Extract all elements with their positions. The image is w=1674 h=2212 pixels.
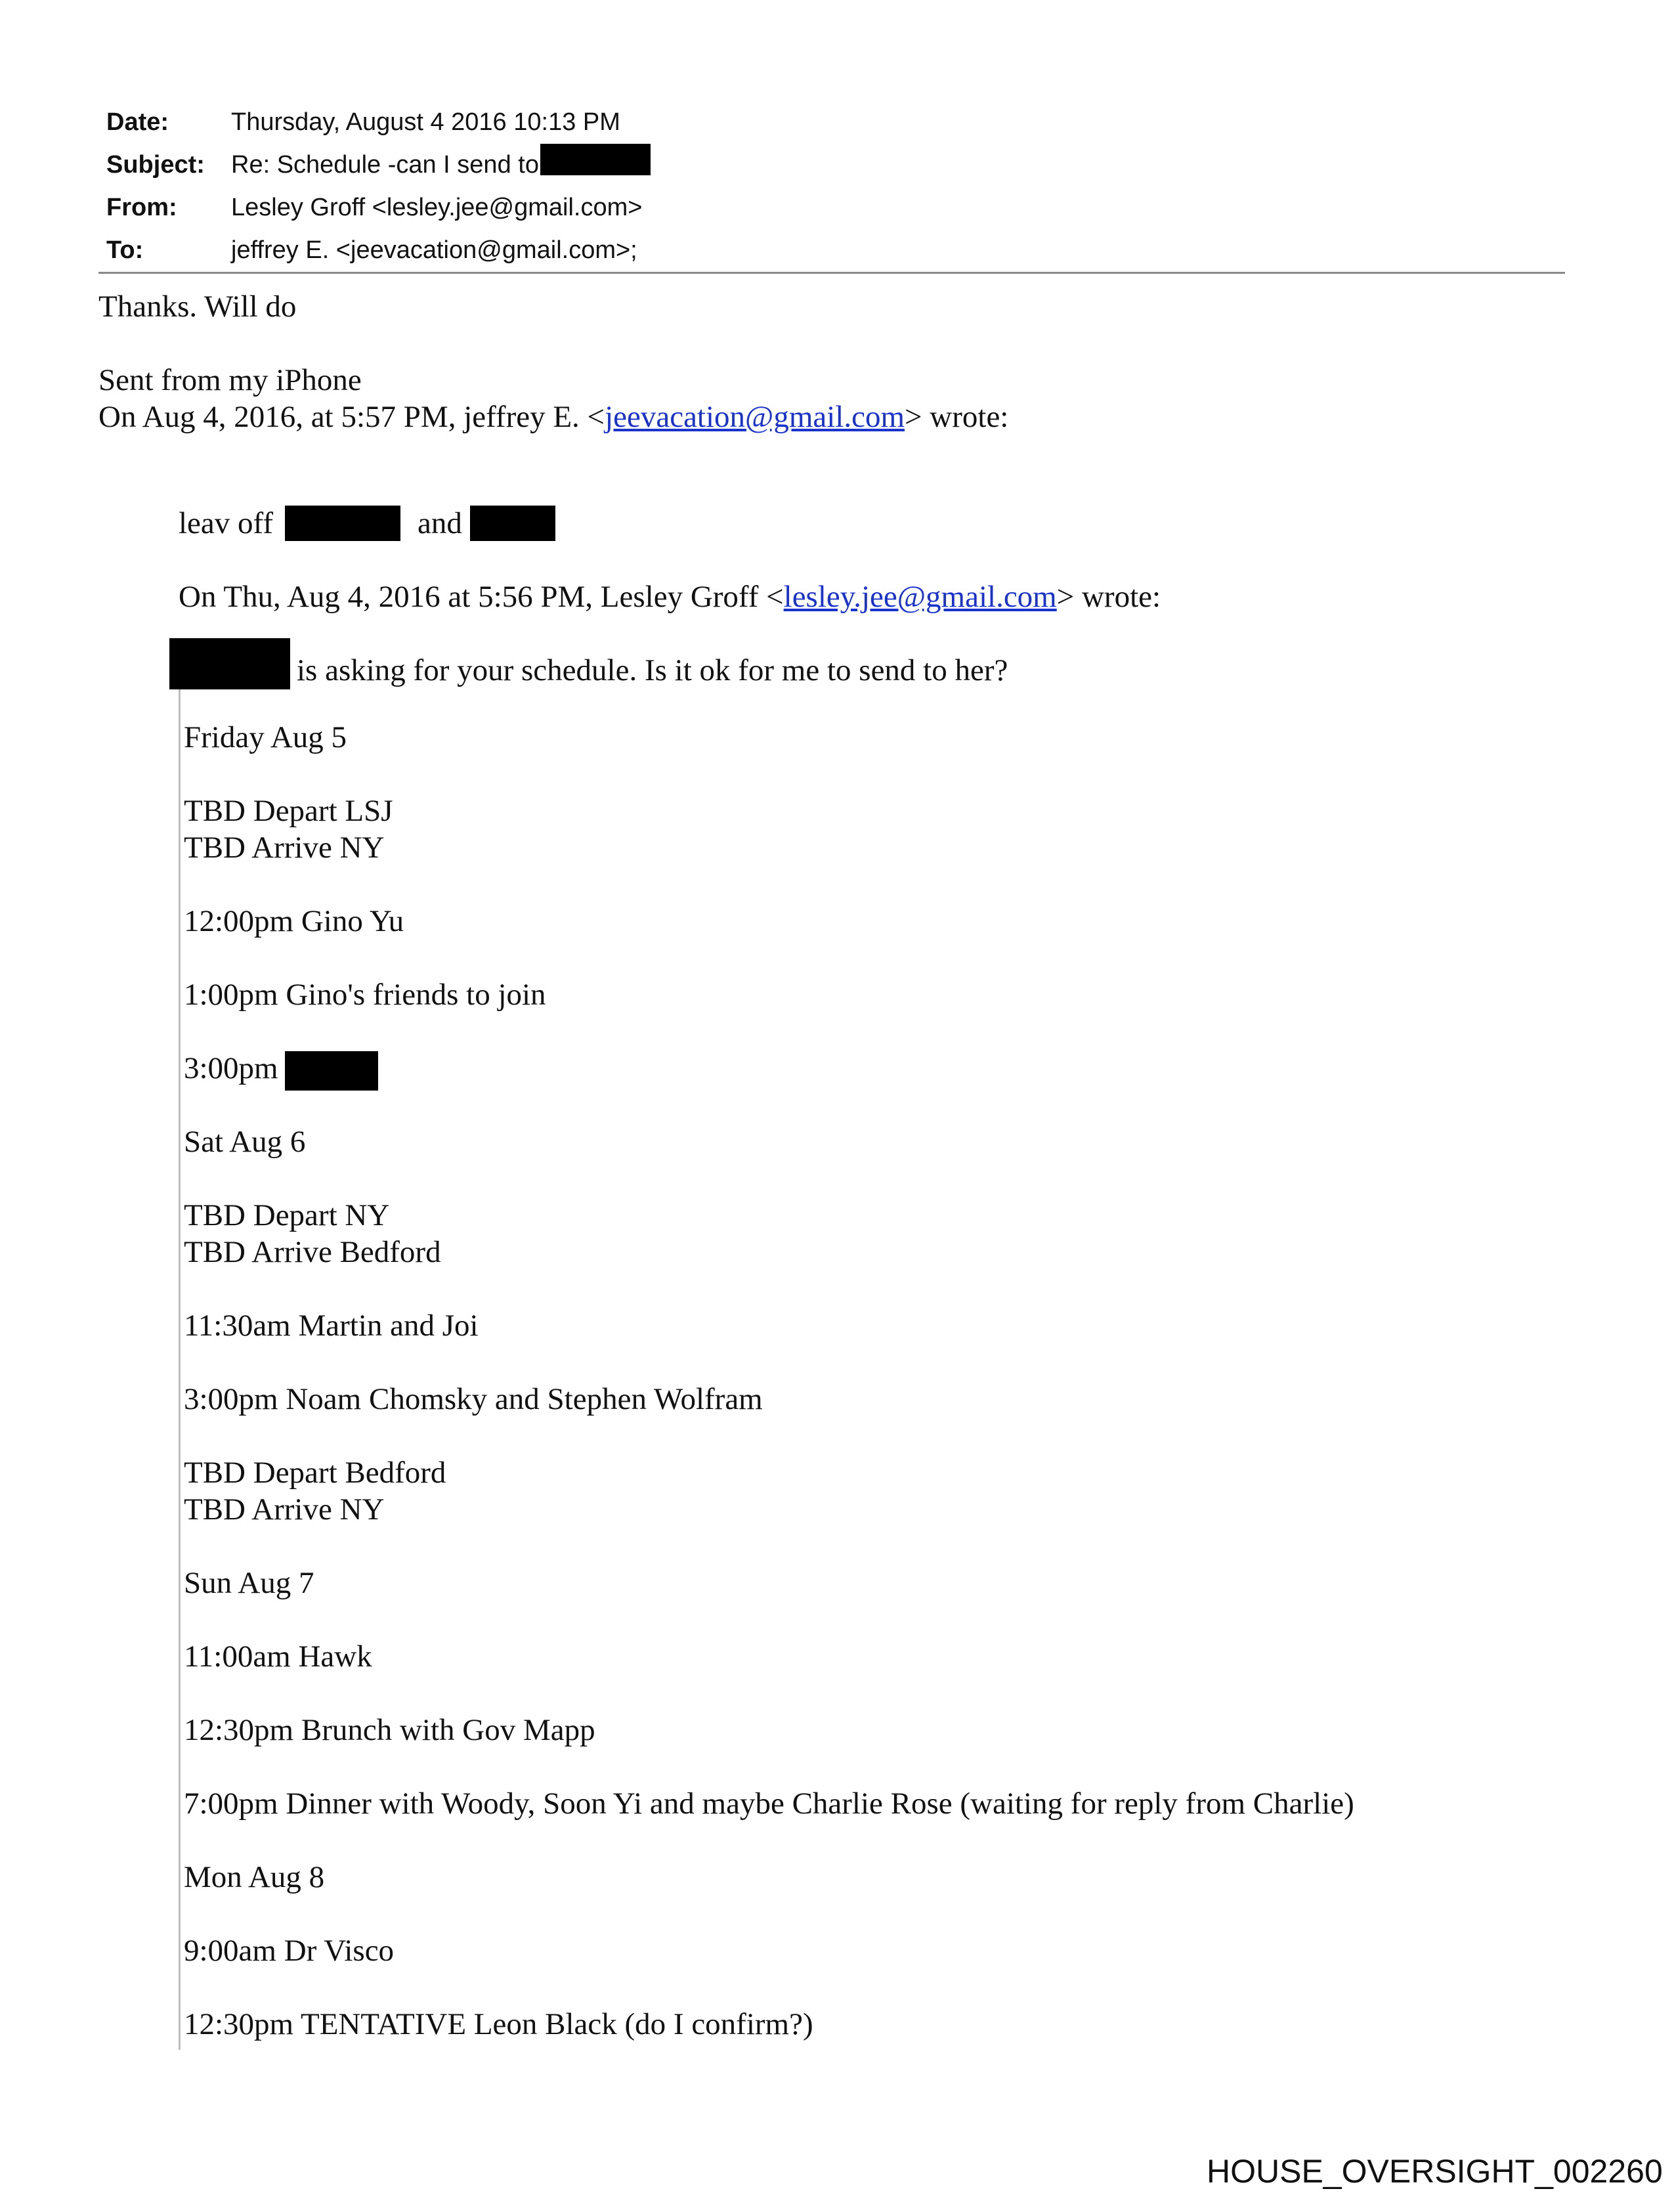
- attribution-prefix: On Thu, Aug 4, 2016 at 5:56 PM, Lesley Groff <: [179, 580, 784, 614]
- from-value: Lesley Groff <lesley.jee@gmail.com>: [231, 194, 643, 221]
- schedule-line: [184, 1050, 1354, 1087]
- schedule-line-text: TBD Arrive NY: [184, 1492, 385, 1527]
- schedule-line-text: Mon Aug 8: [184, 1860, 325, 1894]
- schedule-spacer: [184, 1013, 1354, 1050]
- attribution-prefix: On Aug 4, 2016, at 5:57 PM, jeffrey E. <: [98, 400, 605, 434]
- schedule-line-text: TBD Depart NY: [184, 1198, 390, 1232]
- email-link[interactable]: lesley.jee@gmail.com: [783, 580, 1057, 614]
- bates-number: HOUSE_OVERSIGHT_002260: [1207, 2153, 1663, 2190]
- schedule-line-text: 12:30pm TENTATIVE Leon Black (do I confirm?): [184, 2007, 813, 2041]
- subject-label: Subject:: [106, 151, 205, 179]
- schedule-spacer: [184, 940, 1354, 976]
- schedule-line-text: TBD Depart LSJ: [184, 794, 393, 828]
- schedule-line-text: 3:00pm: [184, 1051, 278, 1085]
- schedule-line: [184, 1307, 1354, 1344]
- schedule-line-text: TBD Depart Bedford: [184, 1456, 446, 1490]
- quoted-attribution: [179, 579, 1161, 615]
- schedule-line-text: 3:00pm Noam Chomsky and Stephen Wolfram: [184, 1382, 763, 1416]
- schedule-line: [184, 1785, 1354, 1822]
- schedule-line-text: 9:00am Dr Visco: [184, 1934, 395, 1968]
- schedule-line-text: 11:00am Hawk: [184, 1639, 372, 1674]
- redaction-box: [540, 144, 651, 175]
- attribution-suffix: > wrote:: [1056, 580, 1161, 614]
- schedule-line: [184, 1234, 1354, 1270]
- subject-value: Re: Schedule -can I send to: [231, 151, 539, 179]
- header-subject-row: [106, 144, 651, 186]
- schedule-line: [184, 792, 1354, 829]
- header-to-row: [106, 229, 651, 272]
- schedule-line: [184, 2006, 1354, 2043]
- redaction-box: [169, 638, 290, 689]
- schedule-line-text: 12:00pm Gino Yu: [184, 904, 404, 938]
- schedule-spacer: [184, 1748, 1354, 1785]
- reply-body: Thanks. Will do: [98, 290, 297, 324]
- schedule-line: [184, 1123, 1354, 1160]
- schedule-spacer: [184, 756, 1354, 792]
- schedule-spacer: [184, 1087, 1354, 1123]
- schedule-line-text: TBD Arrive NY: [184, 831, 385, 865]
- redaction-box: [285, 1051, 378, 1091]
- quoted-intro: is asking for your schedule. Is it ok for me to send to her?: [297, 653, 1008, 687]
- redaction-box: [285, 506, 400, 541]
- schedule-line-text: 12:30pm Brunch with Gov Mapp: [184, 1713, 595, 1747]
- schedule-line-text: TBD Arrive Bedford: [184, 1235, 441, 1269]
- schedule-line-text: Sat Aug 6: [184, 1125, 306, 1159]
- schedule-spacer: [184, 1344, 1354, 1381]
- schedule-spacer: [184, 1528, 1354, 1565]
- date-value: Thursday, August 4 2016 10:13 PM: [231, 108, 620, 136]
- header-divider: [98, 272, 1565, 274]
- schedule-line: [184, 1565, 1354, 1601]
- schedule-line: [184, 976, 1354, 1013]
- schedule-line: [184, 1638, 1354, 1675]
- schedule-spacer: [184, 866, 1354, 903]
- schedule-spacer: [184, 1270, 1354, 1307]
- reply-attribution: [98, 399, 1008, 435]
- schedule-line: [184, 1712, 1354, 1748]
- schedule-line: [184, 829, 1354, 866]
- schedule-line: [184, 719, 1354, 756]
- schedule-line: [184, 1932, 1354, 1969]
- email-header: [106, 101, 651, 272]
- header-date-row: [106, 101, 651, 144]
- schedule-spacer: [184, 1675, 1354, 1712]
- schedule-line: [184, 1859, 1354, 1896]
- to-value: jeffrey E. <jeevacation@gmail.com>;: [231, 236, 637, 264]
- schedule-line: [184, 1454, 1354, 1491]
- schedule-spacer: [184, 1418, 1354, 1454]
- quote-bar: [179, 663, 181, 2050]
- schedule-line-text: Sun Aug 7: [184, 1566, 314, 1600]
- schedule-spacer: [184, 1896, 1354, 1932]
- schedule-line: [184, 1491, 1354, 1528]
- quoted-text-mid: and: [418, 506, 462, 540]
- schedule-spacer: [184, 1601, 1354, 1638]
- schedule-line: [184, 1197, 1354, 1234]
- attribution-suffix: > wrote:: [905, 400, 1009, 434]
- schedule-line-text: 1:00pm Gino's friends to join: [184, 978, 546, 1012]
- to-label: To:: [106, 236, 144, 264]
- email-link[interactable]: jeevacation@gmail.com: [605, 400, 905, 434]
- quoted-text-start: leav off: [179, 506, 273, 540]
- schedule-spacer: [184, 1822, 1354, 1859]
- header-from-row: [106, 186, 651, 229]
- from-label: From:: [106, 194, 177, 221]
- redaction-box: [470, 506, 555, 541]
- date-label: Date:: [106, 108, 169, 136]
- schedule-line-text: 7:00pm Dinner with Woody, Soon Yi and maybe Charlie Rose (waiting for reply from Charlie): [184, 1787, 1354, 1821]
- schedule-spacer: [184, 1160, 1354, 1197]
- schedule-list: [184, 719, 1354, 2043]
- schedule-line-text: 11:30am Martin and Joi: [184, 1309, 479, 1343]
- schedule-line-text: Friday Aug 5: [184, 720, 347, 754]
- schedule-line: [184, 903, 1354, 940]
- schedule-spacer: [184, 1969, 1354, 2006]
- reply-signature: Sent from my iPhone: [98, 363, 362, 397]
- schedule-line: [184, 1381, 1354, 1418]
